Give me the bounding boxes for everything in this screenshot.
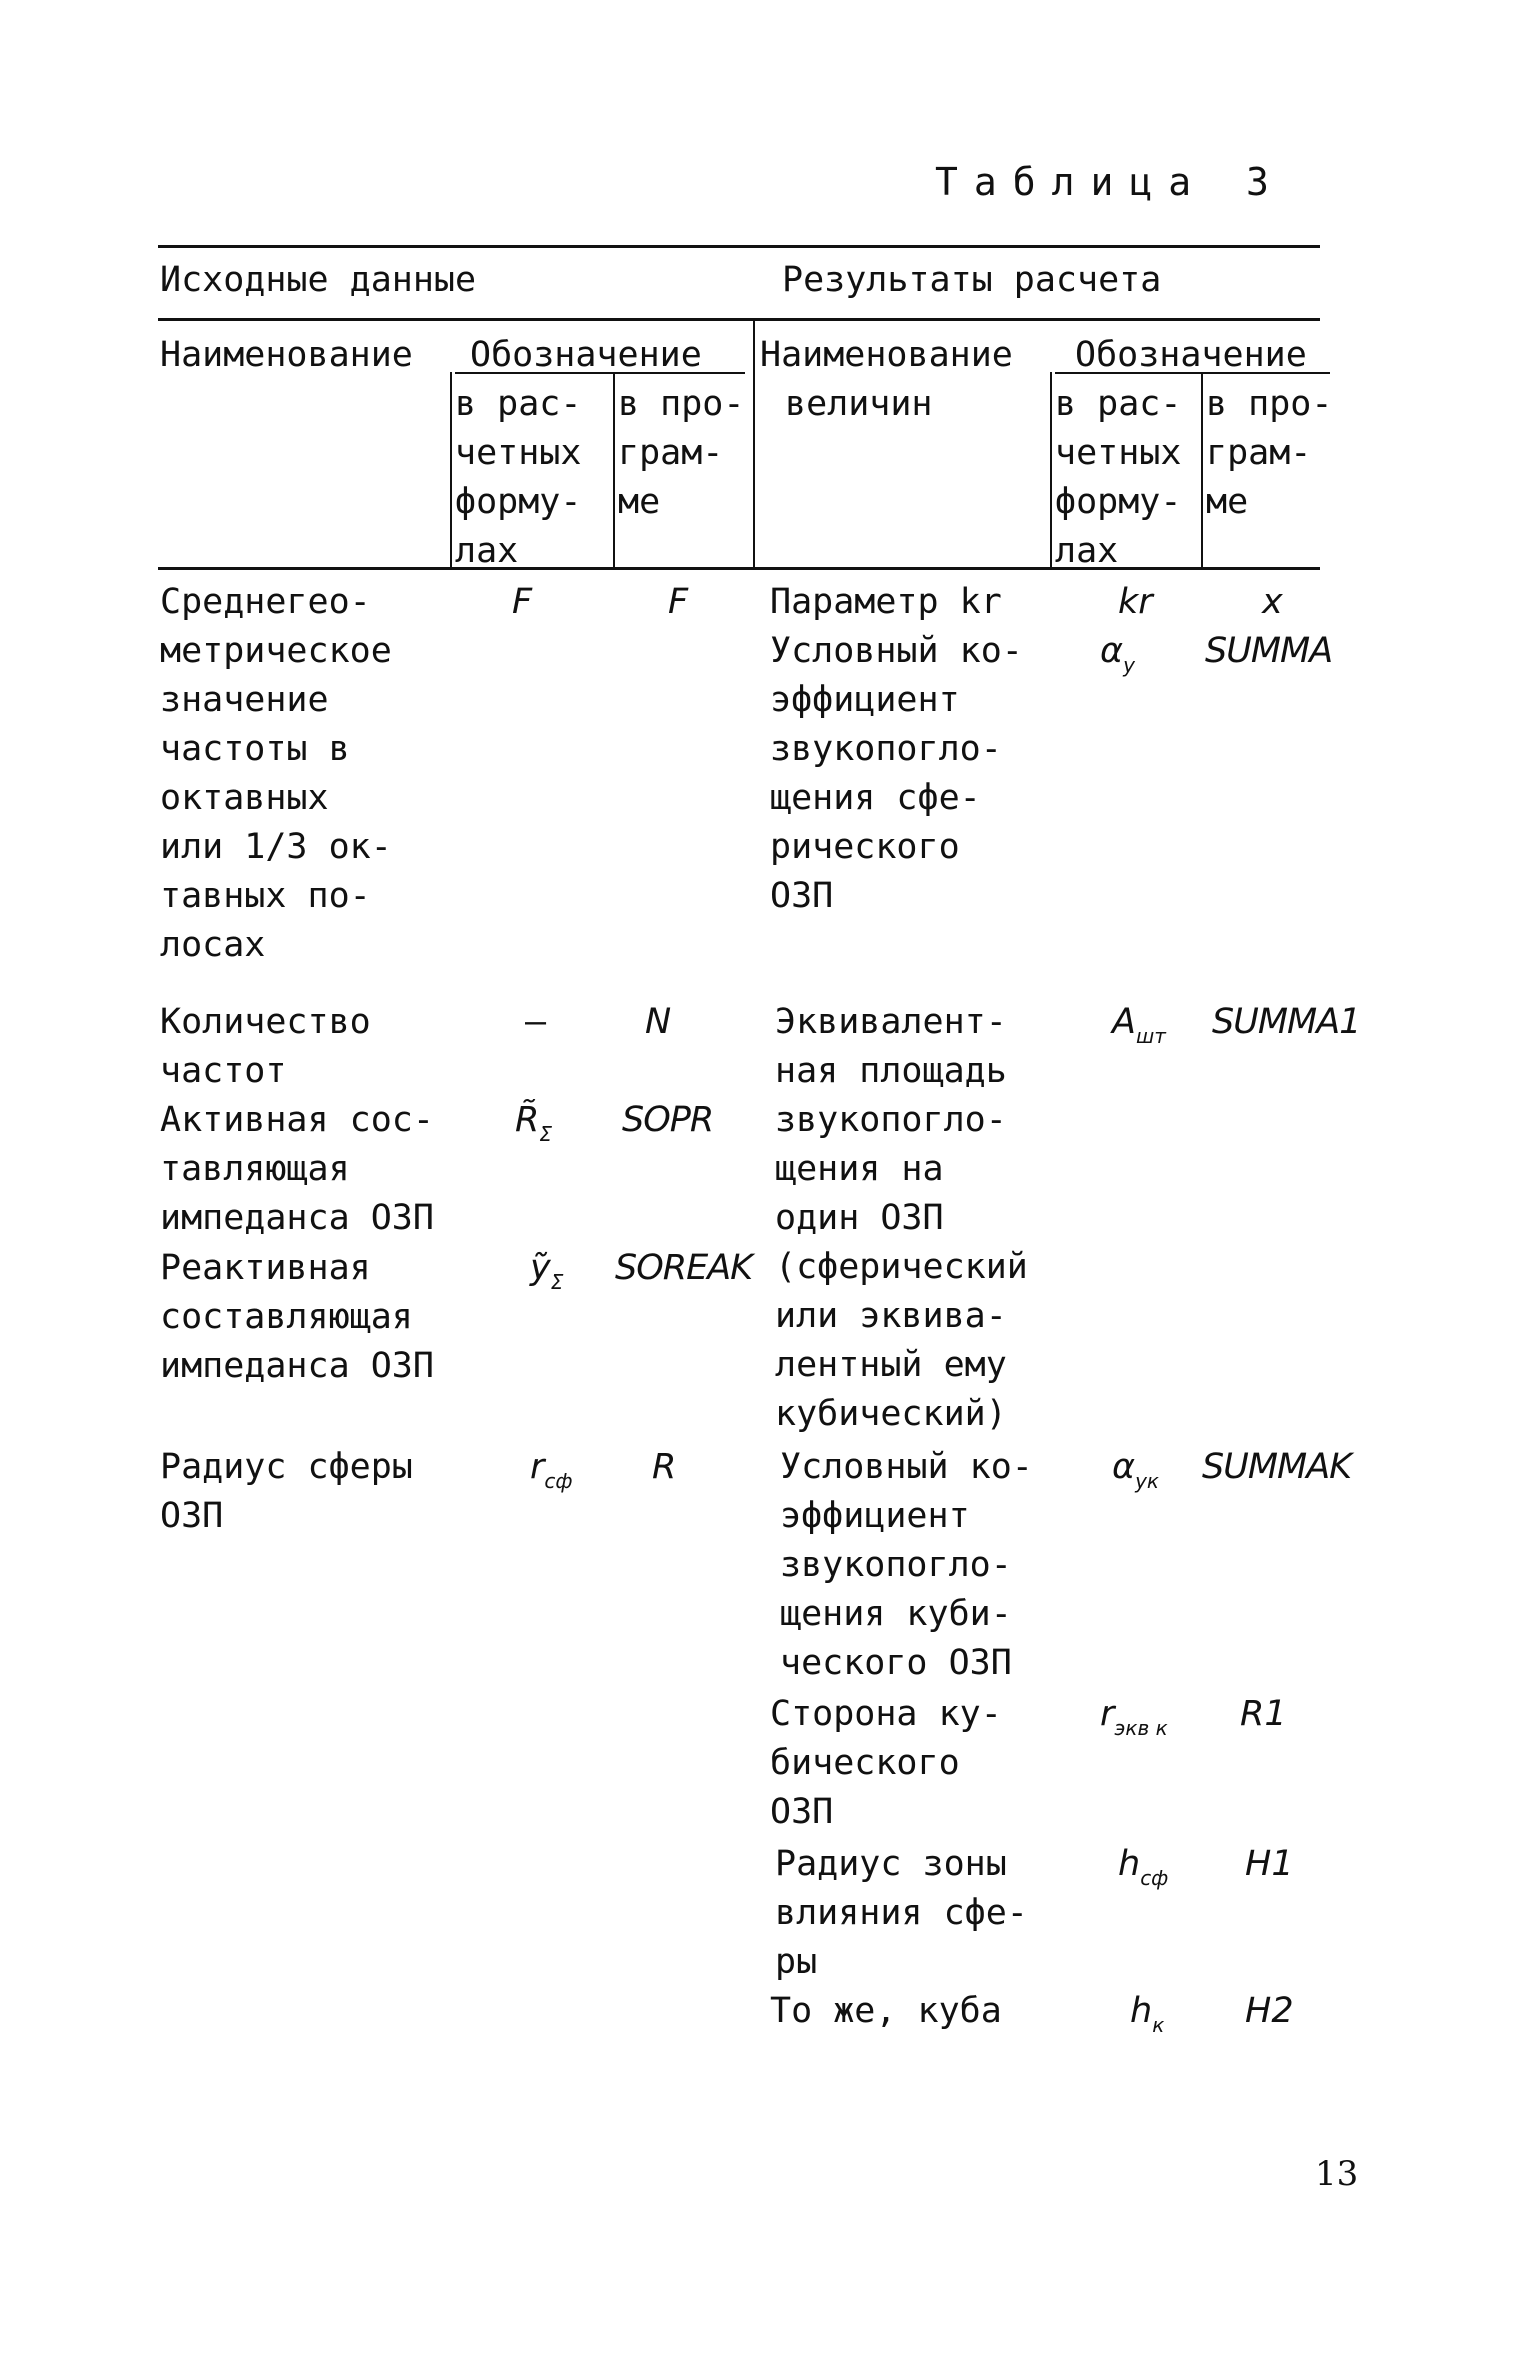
group-header-rule [158, 318, 1320, 321]
header-in-formulas-right [1055, 380, 1181, 576]
cell-line: (сферический [775, 1247, 1028, 1287]
header-in-program-right [1206, 380, 1332, 527]
subscript: к [1152, 2013, 1165, 2037]
header-line: форму- [455, 482, 582, 522]
subscript: сф [1140, 1866, 1169, 1890]
header-designation-left: Обозначение [470, 335, 702, 375]
cell-line: частоты в [160, 729, 350, 769]
symbol: h [1118, 1844, 1141, 1884]
header-line: ме [618, 482, 661, 522]
cell-line: Условный ко- [770, 631, 1023, 671]
cell-line: щения сфе- [770, 778, 981, 818]
subscript: Σ [539, 1122, 552, 1146]
right-row-3-name [775, 998, 1028, 1439]
cell-line: лентный ему [775, 1345, 1007, 1385]
cell-line: Условный ко- [780, 1447, 1033, 1487]
cell-line: Реактивная [160, 1248, 371, 1288]
page-number: 13 [1315, 2154, 1359, 2194]
left-row-1-name [160, 578, 392, 970]
cell-line: Среднегео- [160, 582, 371, 622]
header-line: грам- [618, 433, 724, 473]
header-line: в про- [1206, 384, 1333, 424]
cell-line: метрическое [160, 631, 392, 671]
header-line: в рас- [1055, 384, 1182, 424]
right-row-5-name [770, 1690, 1002, 1837]
cell-line: звукопогло- [775, 1100, 1007, 1140]
cell-line: составляющая [160, 1297, 413, 1337]
symbol: R̃ [515, 1100, 540, 1140]
cell-line: звукопогло- [770, 729, 1002, 769]
cell-line: импеданса ОЗП [160, 1346, 434, 1386]
header-name-right: Наименование [760, 335, 1013, 375]
cell-line: значение [160, 680, 329, 720]
cell-line: октавных [160, 778, 329, 818]
subscript: ук [1135, 1469, 1159, 1493]
cell-line: ная площадь [775, 1051, 1007, 1091]
right-row-6-program: H1 [1245, 1844, 1294, 1884]
top-rule [158, 245, 1320, 248]
symbol: α [1112, 1447, 1136, 1487]
header-source-data: Исходные данные [160, 260, 477, 300]
cell-line: кубический) [775, 1394, 1007, 1434]
subscript: экв к [1114, 1716, 1168, 1740]
header-line: лах [1055, 531, 1119, 571]
subscript: сф [544, 1469, 573, 1493]
left-row-2-formula: – [525, 1002, 547, 1042]
table-title: Таблица 3 [935, 160, 1285, 204]
cell-line: тавляющая [160, 1149, 350, 1189]
header-line: четных [455, 433, 582, 473]
left-row-3-program: SOPR [622, 1100, 714, 1140]
right-row-6-formula [1118, 1840, 1168, 1903]
left-row-2-name [160, 998, 371, 1096]
cell-line: лосах [160, 925, 266, 965]
cell-line: эффициент [770, 680, 960, 720]
symbol: α [1100, 631, 1124, 671]
cell-line: щения на [775, 1149, 944, 1189]
cell-line: частот [160, 1051, 287, 1091]
cell-line: ОЗП [770, 876, 834, 916]
header-line: в про- [618, 384, 745, 424]
subscript: Σ [550, 1270, 564, 1294]
right-row-1-program: x [1262, 582, 1283, 622]
cell-line: ческого ОЗП [780, 1643, 1012, 1683]
right-row-4-program: SUMMAK [1202, 1447, 1352, 1487]
symbol: ỹ [530, 1248, 551, 1288]
left-row-4-formula [530, 1244, 563, 1307]
divider-right-formula [1201, 372, 1203, 569]
cell-line: бического [770, 1743, 960, 1783]
right-row-4-name [780, 1443, 1033, 1688]
left-row-5-formula [530, 1443, 573, 1506]
cell-line: импеданса ОЗП [160, 1198, 434, 1238]
right-row-7-formula [1130, 1987, 1164, 2050]
cell-line: ОЗП [160, 1496, 224, 1536]
cell-line: щения куби- [780, 1594, 1012, 1634]
symbol: A [1112, 1002, 1136, 1042]
cell-line: или эквива- [775, 1296, 1007, 1336]
right-row-5-formula [1100, 1690, 1168, 1753]
header-in-formulas-left [455, 380, 581, 576]
right-row-6-name [775, 1840, 1028, 1987]
right-row-2-formula [1100, 627, 1135, 690]
cell-line: рического [770, 827, 960, 867]
subscript: у [1123, 653, 1135, 677]
left-row-5-name [160, 1443, 413, 1541]
cell-line: один ОЗП [775, 1198, 944, 1238]
header-line: грам- [1206, 433, 1312, 473]
left-row-1-program: F [668, 582, 689, 622]
divider-left-name [450, 372, 452, 569]
left-row-1-formula: F [512, 582, 533, 622]
right-row-4-formula [1112, 1443, 1159, 1506]
cell-line: тавных по- [160, 876, 371, 916]
cell-line: Радиус сферы [160, 1447, 413, 1487]
cell-line: Количество [160, 1002, 371, 1042]
divider-source-results [753, 318, 755, 569]
divider-left-formula [613, 372, 615, 569]
header-line: ме [1206, 482, 1249, 522]
left-row-4-program: SOREAK [615, 1248, 753, 1288]
header-line: форму- [1055, 482, 1182, 522]
header-in-program-left [618, 380, 744, 527]
symbol: r [1100, 1694, 1115, 1734]
symbol: h [1130, 1991, 1153, 2031]
left-row-3-formula [515, 1096, 552, 1159]
left-row-5-program: R [652, 1447, 677, 1487]
cell-line: Сторона ку- [770, 1694, 1002, 1734]
cell-line: или 1/3 ок- [160, 827, 392, 867]
left-row-4-name [160, 1244, 434, 1391]
right-row-2-program: SUMMA [1205, 631, 1333, 671]
header-line: четных [1055, 433, 1182, 473]
cell-line: ры [775, 1942, 818, 1982]
right-row-1-name: Параметр kr [770, 582, 1002, 622]
header-results: Результаты расчета [782, 260, 1162, 300]
left-row-2-program: N [645, 1002, 672, 1042]
subscript: шт [1135, 1024, 1166, 1048]
right-row-3-program: SUMMA1 [1212, 1002, 1361, 1042]
left-row-3-name [160, 1096, 434, 1243]
right-row-7-program: H2 [1245, 1991, 1294, 2031]
header-name-left: Наименование [160, 335, 413, 375]
cell-line: ОЗП [770, 1792, 834, 1832]
header-line: лах [455, 531, 519, 571]
divider-right-name [1050, 372, 1052, 569]
right-row-2-name [770, 627, 1023, 921]
symbol: r [530, 1447, 545, 1487]
cell-line: Радиус зоны [775, 1844, 1007, 1884]
cell-line: Эквивалент- [775, 1002, 1007, 1042]
cell-line: эффициент [780, 1496, 970, 1536]
cell-line: влияния сфе- [775, 1893, 1028, 1933]
right-row-7-name: То же, куба [770, 1991, 1002, 2031]
header-designation-right: Обозначение [1075, 335, 1307, 375]
header-name-right-line2: величин [785, 384, 933, 424]
cell-line: Активная сос- [160, 1100, 434, 1140]
cell-line: звукопогло- [780, 1545, 1012, 1585]
right-row-3-formula [1112, 998, 1166, 1061]
right-row-1-formula: kr [1118, 582, 1153, 622]
header-line: в рас- [455, 384, 582, 424]
right-row-5-program: R1 [1240, 1694, 1287, 1734]
